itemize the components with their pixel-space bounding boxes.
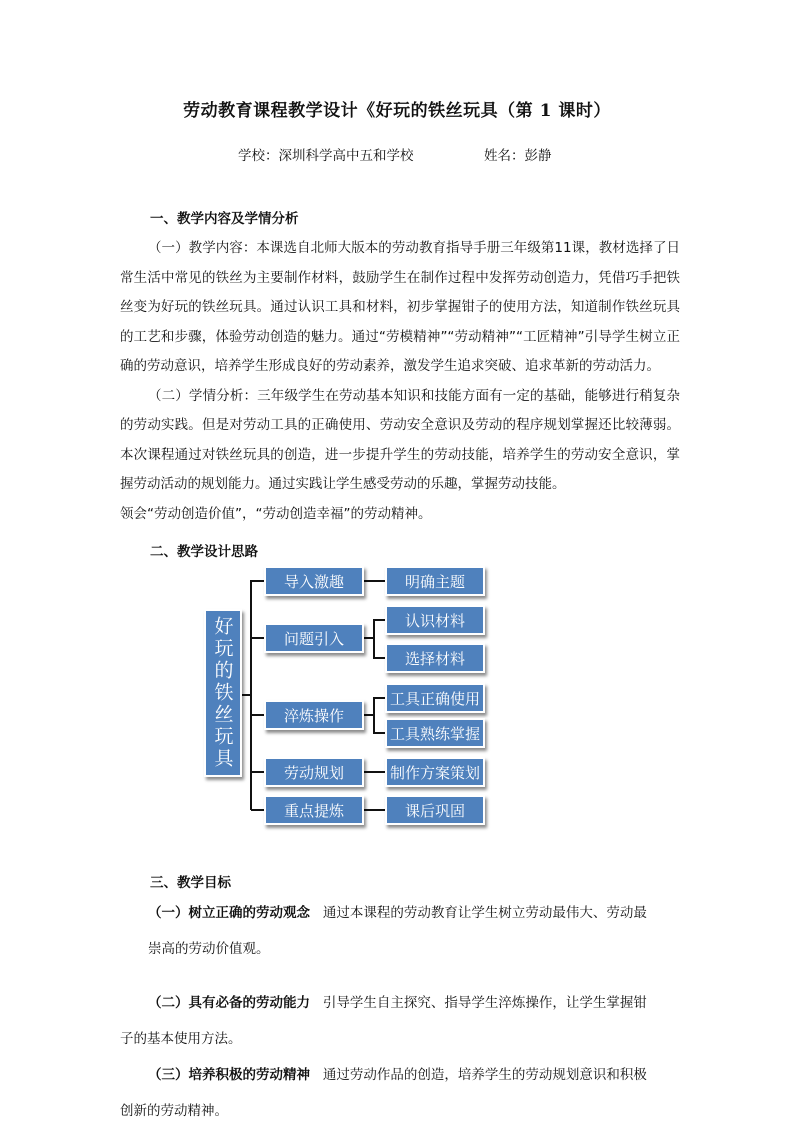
connector: [363, 580, 385, 582]
section2-heading: 二、教学设计思路: [150, 544, 258, 560]
level1-node: 劳动规划: [264, 757, 364, 787]
connector: [363, 714, 373, 716]
school-label: 学校：深圳科学高中五和学校: [238, 148, 414, 164]
goal-text: 通过劳动作品的创造，培养学生的劳动规划意识和积极: [322, 1067, 647, 1083]
connector: [363, 771, 385, 773]
goal-item: [120, 1057, 678, 1129]
connector: [251, 637, 265, 639]
level1-node: 导入激趣: [264, 566, 364, 596]
level2-node: 工具正确使用: [385, 683, 485, 713]
goal-text-cont: 崇高的劳动价值观。: [148, 941, 270, 957]
level2-node: 课后巩固: [385, 795, 485, 825]
connector: [373, 697, 375, 734]
goal-label: （三）培养积极的劳动精神: [148, 1067, 310, 1083]
goal-item: [120, 985, 678, 1057]
level2-node: 工具熟练掌握: [385, 718, 485, 748]
goal-text-cont: 创新的劳动精神。: [120, 1103, 228, 1119]
connector: [363, 809, 385, 811]
author-name: 姓名：彭静: [484, 148, 552, 164]
level1-node: 问题引入: [264, 623, 364, 653]
connector: [363, 637, 373, 639]
level2-node: 制作方案策划: [385, 757, 485, 787]
connector: [373, 732, 385, 734]
connector: [373, 619, 375, 659]
student-analysis-paragraph: （二）学情分析：三年级学生在劳动基本知识和技能方面有一定的基础，能够进行稍复杂的劳动实践。但是对劳动工具的正确使用、劳动安全意识及劳动的程序规划掌握还比较薄弱。本次课程通过对铁丝玩具的创造，进一步提升学生的劳动技能，培养学生的劳动安全意识，掌握劳动活动的规划能力。通过实践让学生感受劳动的乐趣，掌握劳动技能。: [120, 387, 680, 492]
root-node: 好玩的铁丝玩具: [204, 609, 242, 777]
connector: [251, 580, 265, 582]
teaching-content-paragraph: （一）教学内容：本课选自北师大版本的劳动教育指导手册三年级第11课，教材选择了日常生活中常见的铁丝为主要制作材料，鼓励学生在制作过程中发挥劳动创造力，凭借巧手把铁丝变为好玩的铁丝玩具。通过认识工具和材料，初步掌握钳子的使用方法，知道制作铁丝玩具的工艺和步骤，体验劳动创造的魅力。通过“劳模精神”“劳动精神”“工匠精神”引导学生树立正确的劳动意识，培养学生形成良好的劳动素养，激发学生追求突破、追求革新的劳动活力。: [120, 240, 680, 374]
goal-label: （二）具有必备的劳动能力: [148, 995, 310, 1011]
connector: [373, 657, 385, 659]
connector: [241, 694, 251, 696]
goal-text-cont: 子的基本使用方法。: [120, 1031, 242, 1047]
connector: [251, 714, 265, 716]
connector: [373, 697, 385, 699]
level2-node: 选择材料: [385, 643, 485, 673]
goal-text: 引导学生自主探究、指导学生淬炼操作，让学生掌握钳: [322, 995, 647, 1011]
connector: [373, 619, 385, 621]
document-title: 劳动教育课程教学设计《好玩的铁丝玩具（第 1 课时）: [183, 101, 611, 121]
level1-node: 重点提炼: [264, 795, 364, 825]
goal-label: （一）树立正确的劳动观念: [148, 905, 310, 921]
level2-node: 明确主题: [385, 566, 485, 596]
student-analysis-tail: 领会“劳动创造价值”，“劳动创造幸福”的劳动精神。: [120, 505, 432, 522]
goal-text: 通过本课程的劳动教育让学生树立劳动最伟大、劳动最: [322, 905, 647, 921]
goal-item: [148, 895, 678, 967]
section3-heading: 三、教学目标: [150, 875, 231, 891]
connector: [251, 771, 265, 773]
level1-node: 淬炼操作: [264, 700, 364, 730]
level2-node: 认识材料: [385, 605, 485, 635]
section1-heading: 一、教学内容及学情分析: [150, 211, 299, 227]
connector: [251, 809, 265, 811]
